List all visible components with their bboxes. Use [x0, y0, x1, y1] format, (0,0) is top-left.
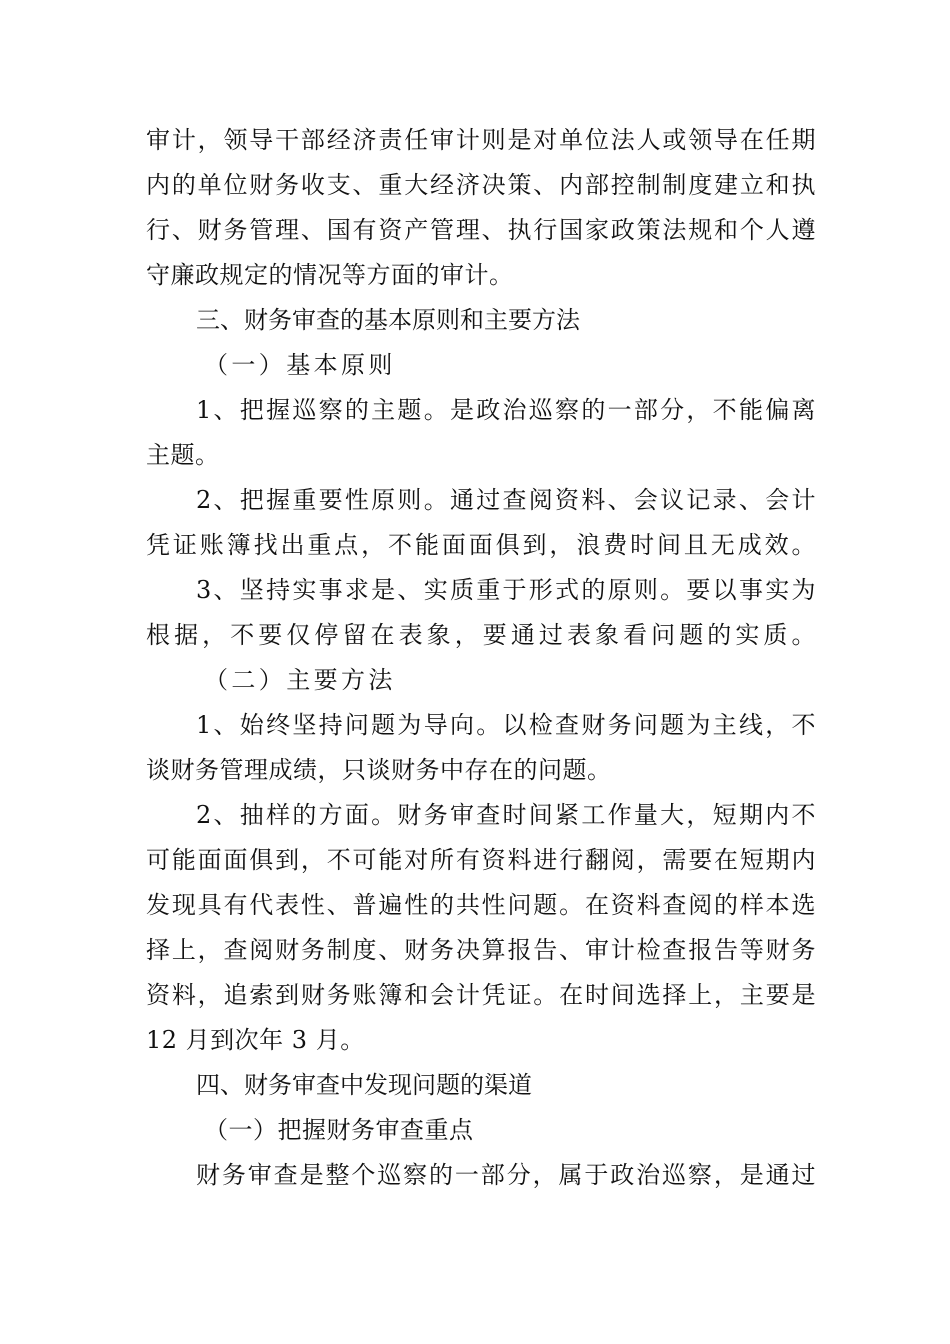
paragraph-line: 内的单位财务收支、重大经济决策、内部控制制度建立和执: [146, 171, 816, 199]
paragraph-line: 审计，领导干部经济责任审计则是对单位法人或领导在任期: [146, 126, 816, 154]
paragraph-line: 财务审查是整个巡察的一部分，属于政治巡察，是通过: [196, 1161, 816, 1189]
paragraph-line: 1、把握巡察的主题。是政治巡察的一部分，不能偏离: [196, 396, 816, 424]
paragraph-line: 根据，不要仅停留在表象，要通过表象看问题的实质。: [146, 621, 816, 649]
paragraph-line: 主题。: [146, 441, 220, 469]
subsection-heading: （二）主要方法: [204, 666, 396, 694]
subsection-heading: （一）基本原则: [204, 351, 396, 379]
paragraph-line: 资料，追索到财务账簿和会计凭证。在时间选择上，主要是: [146, 981, 816, 1009]
paragraph-line: 行、财务管理、国有资产管理、执行国家政策法规和个人遵: [146, 216, 816, 244]
paragraph-line: 3、坚持实事求是、实质重于形式的原则。要以事实为: [196, 576, 816, 604]
paragraph-line: 可能面面俱到，不可能对所有资料进行翻阅，需要在短期内: [146, 846, 816, 874]
section-heading: 三、财务审查的基本原则和主要方法: [196, 306, 580, 334]
section-heading: 四、财务审查中发现问题的渠道: [196, 1071, 532, 1099]
paragraph-line: 2、把握重要性原则。通过查阅资料、会议记录、会计: [196, 486, 816, 514]
paragraph-line: 凭证账簿找出重点，不能面面俱到，浪费时间且无成效。: [146, 531, 816, 559]
paragraph-line: 谈财务管理成绩，只谈财务中存在的问题。: [146, 756, 612, 784]
paragraph-line: 守廉政规定的情况等方面的审计。: [146, 261, 514, 289]
paragraph-line: 择上，查阅财务制度、财务决算报告、审计检查报告等财务: [146, 936, 816, 964]
paragraph-line: 2、抽样的方面。财务审查时间紧工作量大，短期内不: [196, 801, 816, 829]
paragraph-line: 12 月到次年 3 月。: [146, 1026, 365, 1054]
paragraph-line: 1、始终坚持问题为导向。以检查财务问题为主线，不: [196, 711, 816, 739]
paragraph-line: 发现具有代表性、普遍性的共性问题。在资料查阅的样本选: [146, 891, 816, 919]
subsection-heading: （一）把握财务审查重点: [204, 1116, 474, 1144]
